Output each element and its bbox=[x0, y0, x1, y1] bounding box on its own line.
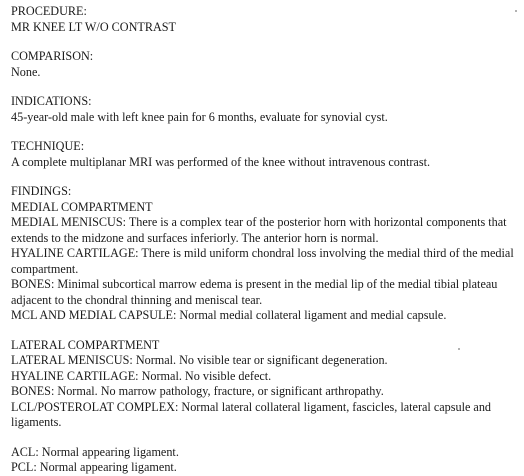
medial-bones-finding: BONES: Minimal subcortical marrow edema is present in the medial lip of the medial tibial plateau adjacent to the chondral thinning and meniscal tear. bbox=[11, 277, 498, 307]
section-gap bbox=[11, 324, 519, 338]
section-gap bbox=[11, 80, 519, 94]
lateral-meniscus-finding: LATERAL MENISCUS: Normal. No visible tear or significant degeneration. bbox=[11, 353, 388, 367]
lateral-cartilage-finding: HYALINE CARTILAGE: Normal. No visible defect. bbox=[11, 368, 272, 383]
technique-text: A complete multiplanar MRI was performed of the knee without intravenous contrast. bbox=[11, 154, 431, 169]
technique-heading: TECHNIQUE: bbox=[11, 139, 85, 153]
section-gap bbox=[11, 125, 519, 139]
indications-text: 45-year-old male with left knee pain for 6 months, evaluate for synovial cyst. bbox=[11, 109, 388, 124]
radiology-report bbox=[11, 4, 519, 476]
comparison-heading: COMPARISON: bbox=[11, 49, 94, 63]
lcl-finding: LCL/POSTEROLAT COMPLEX: Normal lateral collateral ligament, fascicles, lateral capsule and ligaments. bbox=[11, 399, 492, 429]
medial-cartilage-finding: HYALINE CARTILAGE: There is mild uniform chondral loss involving the medial third of the medial compartment. bbox=[11, 246, 514, 276]
section-gap bbox=[11, 431, 519, 445]
scan-speck bbox=[458, 348, 460, 350]
section-gap bbox=[11, 170, 519, 184]
acl-finding: ACL: Normal appearing ligament. bbox=[11, 444, 179, 459]
medial-compartment-heading: MEDIAL COMPARTMENT bbox=[11, 199, 153, 214]
lateral-bones-finding: BONES: Normal. No marrow pathology, fracture, or significant arthropathy. bbox=[11, 384, 384, 398]
procedure-heading: PROCEDURE: bbox=[11, 4, 87, 18]
pcl-finding: PCL: Normal appearing ligament. bbox=[11, 460, 177, 474]
procedure-text: MR KNEE LT W/O CONTRAST bbox=[11, 19, 176, 34]
indications-heading: INDICATIONS: bbox=[11, 94, 92, 108]
scan-speck bbox=[515, 10, 517, 12]
comparison-text: None. bbox=[11, 64, 41, 79]
medial-meniscus-finding: MEDIAL MENISCUS: There is a complex tear of the posterior horn with horizontal components that extends to the midzone and surfaces inferiorly. The anterior horn is normal. bbox=[11, 215, 507, 245]
mcl-finding: MCL AND MEDIAL CAPSULE: Normal medial collateral ligament and medial capsule. bbox=[11, 308, 447, 322]
lateral-compartment-heading: LATERAL COMPARTMENT bbox=[11, 337, 160, 352]
findings-heading: FINDINGS: bbox=[11, 184, 72, 198]
section-gap bbox=[11, 35, 519, 49]
